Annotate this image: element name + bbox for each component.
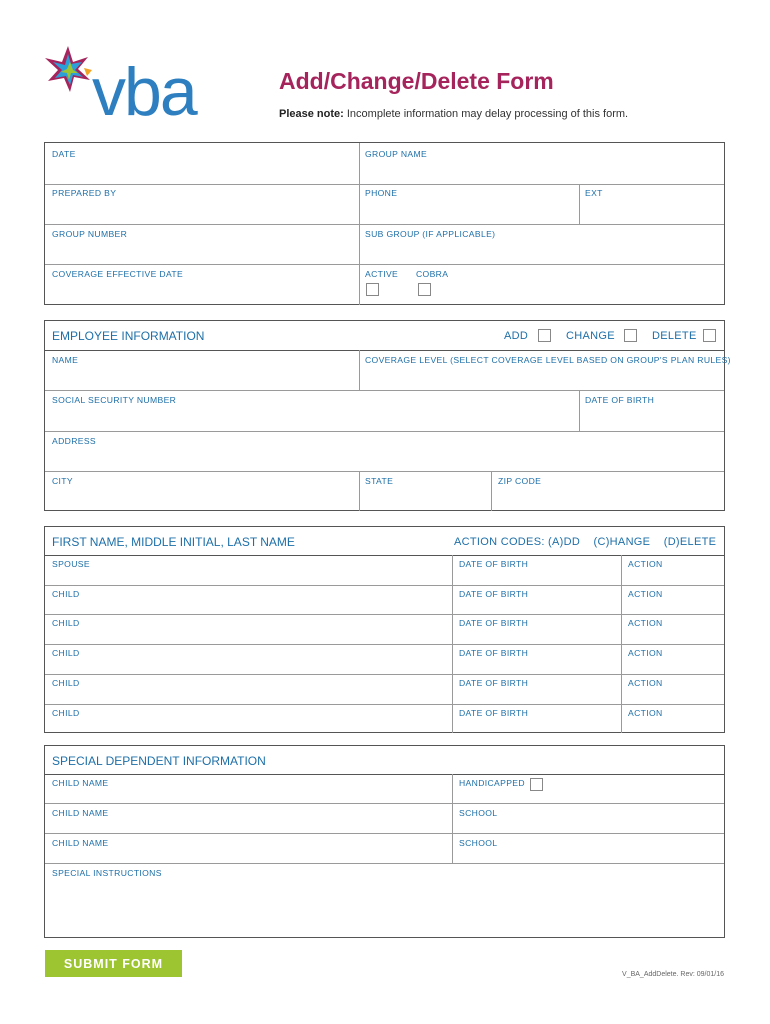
change-checkbox[interactable]: [624, 329, 637, 342]
dependent-dob-field[interactable]: DATE OF BIRTH: [459, 677, 529, 688]
dependent-dob-field[interactable]: DATE OF BIRTH: [459, 707, 529, 718]
dependent-action-field[interactable]: ACTION: [628, 559, 663, 569]
dependent-relation-field[interactable]: CHILD: [52, 648, 80, 659]
address-field[interactable]: ADDRESS: [52, 436, 96, 446]
handicapped-checkbox[interactable]: [530, 778, 543, 791]
prepared-by-field[interactable]: PREPARED BY: [52, 188, 117, 198]
sub-group-field[interactable]: SUB GROUP (IF APPLICABLE): [365, 229, 496, 239]
page-title: Add/Change/Delete Form: [279, 68, 554, 94]
dependent-dob-field[interactable]: DATE OF BIRTH: [459, 588, 529, 599]
dependents-section-title: FIRST NAME, MIDDLE INITIAL, LAST NAME: [52, 535, 295, 549]
special-child-name-field[interactable]: CHILD NAME: [52, 808, 109, 818]
dependent-action-field[interactable]: ACTION: [628, 648, 663, 659]
logo-text: vba: [92, 54, 196, 130]
dependent-action-field[interactable]: ACTION: [628, 588, 663, 599]
dependent-dob-field[interactable]: DATE OF BIRTH: [459, 648, 529, 659]
dependent-action-field[interactable]: ACTION: [628, 677, 663, 688]
special-child-name-field[interactable]: CHILD NAME: [52, 778, 109, 788]
special-section-title: SPECIAL DEPENDENT INFORMATION: [52, 754, 266, 768]
dependent-relation-field[interactable]: CHILD: [52, 677, 80, 688]
submit-form-button[interactable]: SUBMIT FORM: [45, 950, 182, 977]
delete-label: DELETE: [652, 330, 697, 342]
city-field[interactable]: CITY: [52, 476, 73, 486]
dependent-relation-field[interactable]: CHILD: [52, 707, 80, 718]
dependent-relation-field[interactable]: SPOUSE: [52, 559, 90, 569]
coverage-level-field[interactable]: COVERAGE LEVEL (SELECT COVERAGE LEVEL BASED ON GROUP'S PLAN RULES): [365, 355, 731, 365]
vba-logo: [40, 40, 250, 130]
state-field[interactable]: STATE: [365, 476, 394, 486]
phone-field[interactable]: PHONE: [365, 188, 398, 198]
cobra-label: COBRA: [416, 269, 449, 279]
group-number-field[interactable]: GROUP NUMBER: [52, 229, 128, 239]
processing-note: [279, 108, 628, 120]
coverage-effective-date-field[interactable]: COVERAGE EFFECTIVE DATE: [52, 269, 184, 279]
change-label: CHANGE: [566, 330, 615, 342]
ext-field[interactable]: EXT: [585, 188, 603, 198]
dependent-dob-field[interactable]: DATE OF BIRTH: [459, 618, 529, 629]
delete-checkbox[interactable]: [703, 329, 716, 342]
date-field[interactable]: DATE: [52, 149, 76, 159]
employee-section-title: EMPLOYEE INFORMATION: [52, 329, 205, 343]
dependent-relation-field[interactable]: CHILD: [52, 588, 80, 599]
add-label: ADD: [504, 330, 529, 342]
dependent-action-field[interactable]: ACTION: [628, 707, 663, 718]
special-instructions-field[interactable]: SPECIAL INSTRUCTIONS: [52, 868, 162, 878]
school-field[interactable]: SCHOOL: [459, 808, 498, 818]
dependents-section: [44, 526, 725, 733]
ssn-field[interactable]: SOCIAL SECURITY NUMBER: [52, 395, 177, 405]
handicapped-label: HANDICAPPED: [459, 778, 525, 788]
note-label: Please note:: [279, 108, 344, 120]
cobra-checkbox[interactable]: [418, 283, 431, 296]
revision-label: V_BA_AddDelete. Rev: 09/01/16: [622, 971, 724, 978]
special-dependent-section: [44, 745, 725, 938]
employee-name-field[interactable]: NAME: [52, 355, 79, 365]
group-name-field[interactable]: GROUP NAME: [365, 149, 428, 159]
zip-field[interactable]: ZIP CODE: [498, 476, 542, 486]
employee-dob-field[interactable]: DATE OF BIRTH: [585, 395, 655, 405]
special-child-name-field[interactable]: CHILD NAME: [52, 838, 109, 848]
dependent-dob-field[interactable]: DATE OF BIRTH: [459, 559, 529, 569]
note-text: Incomplete information may delay processing of this form.: [343, 108, 629, 120]
group-info-section: [44, 142, 725, 305]
active-label: ACTIVE: [365, 269, 399, 279]
star-icon: [45, 46, 92, 92]
dependent-relation-field[interactable]: CHILD: [52, 618, 80, 629]
employee-info-section: [44, 320, 731, 511]
active-checkbox[interactable]: [366, 283, 379, 296]
add-checkbox[interactable]: [538, 329, 551, 342]
action-codes-legend: ACTION CODES: (A)DD (C)HANGE (D)ELETE: [454, 536, 717, 548]
dependent-action-field[interactable]: ACTION: [628, 618, 663, 629]
school-field[interactable]: SCHOOL: [459, 838, 498, 848]
